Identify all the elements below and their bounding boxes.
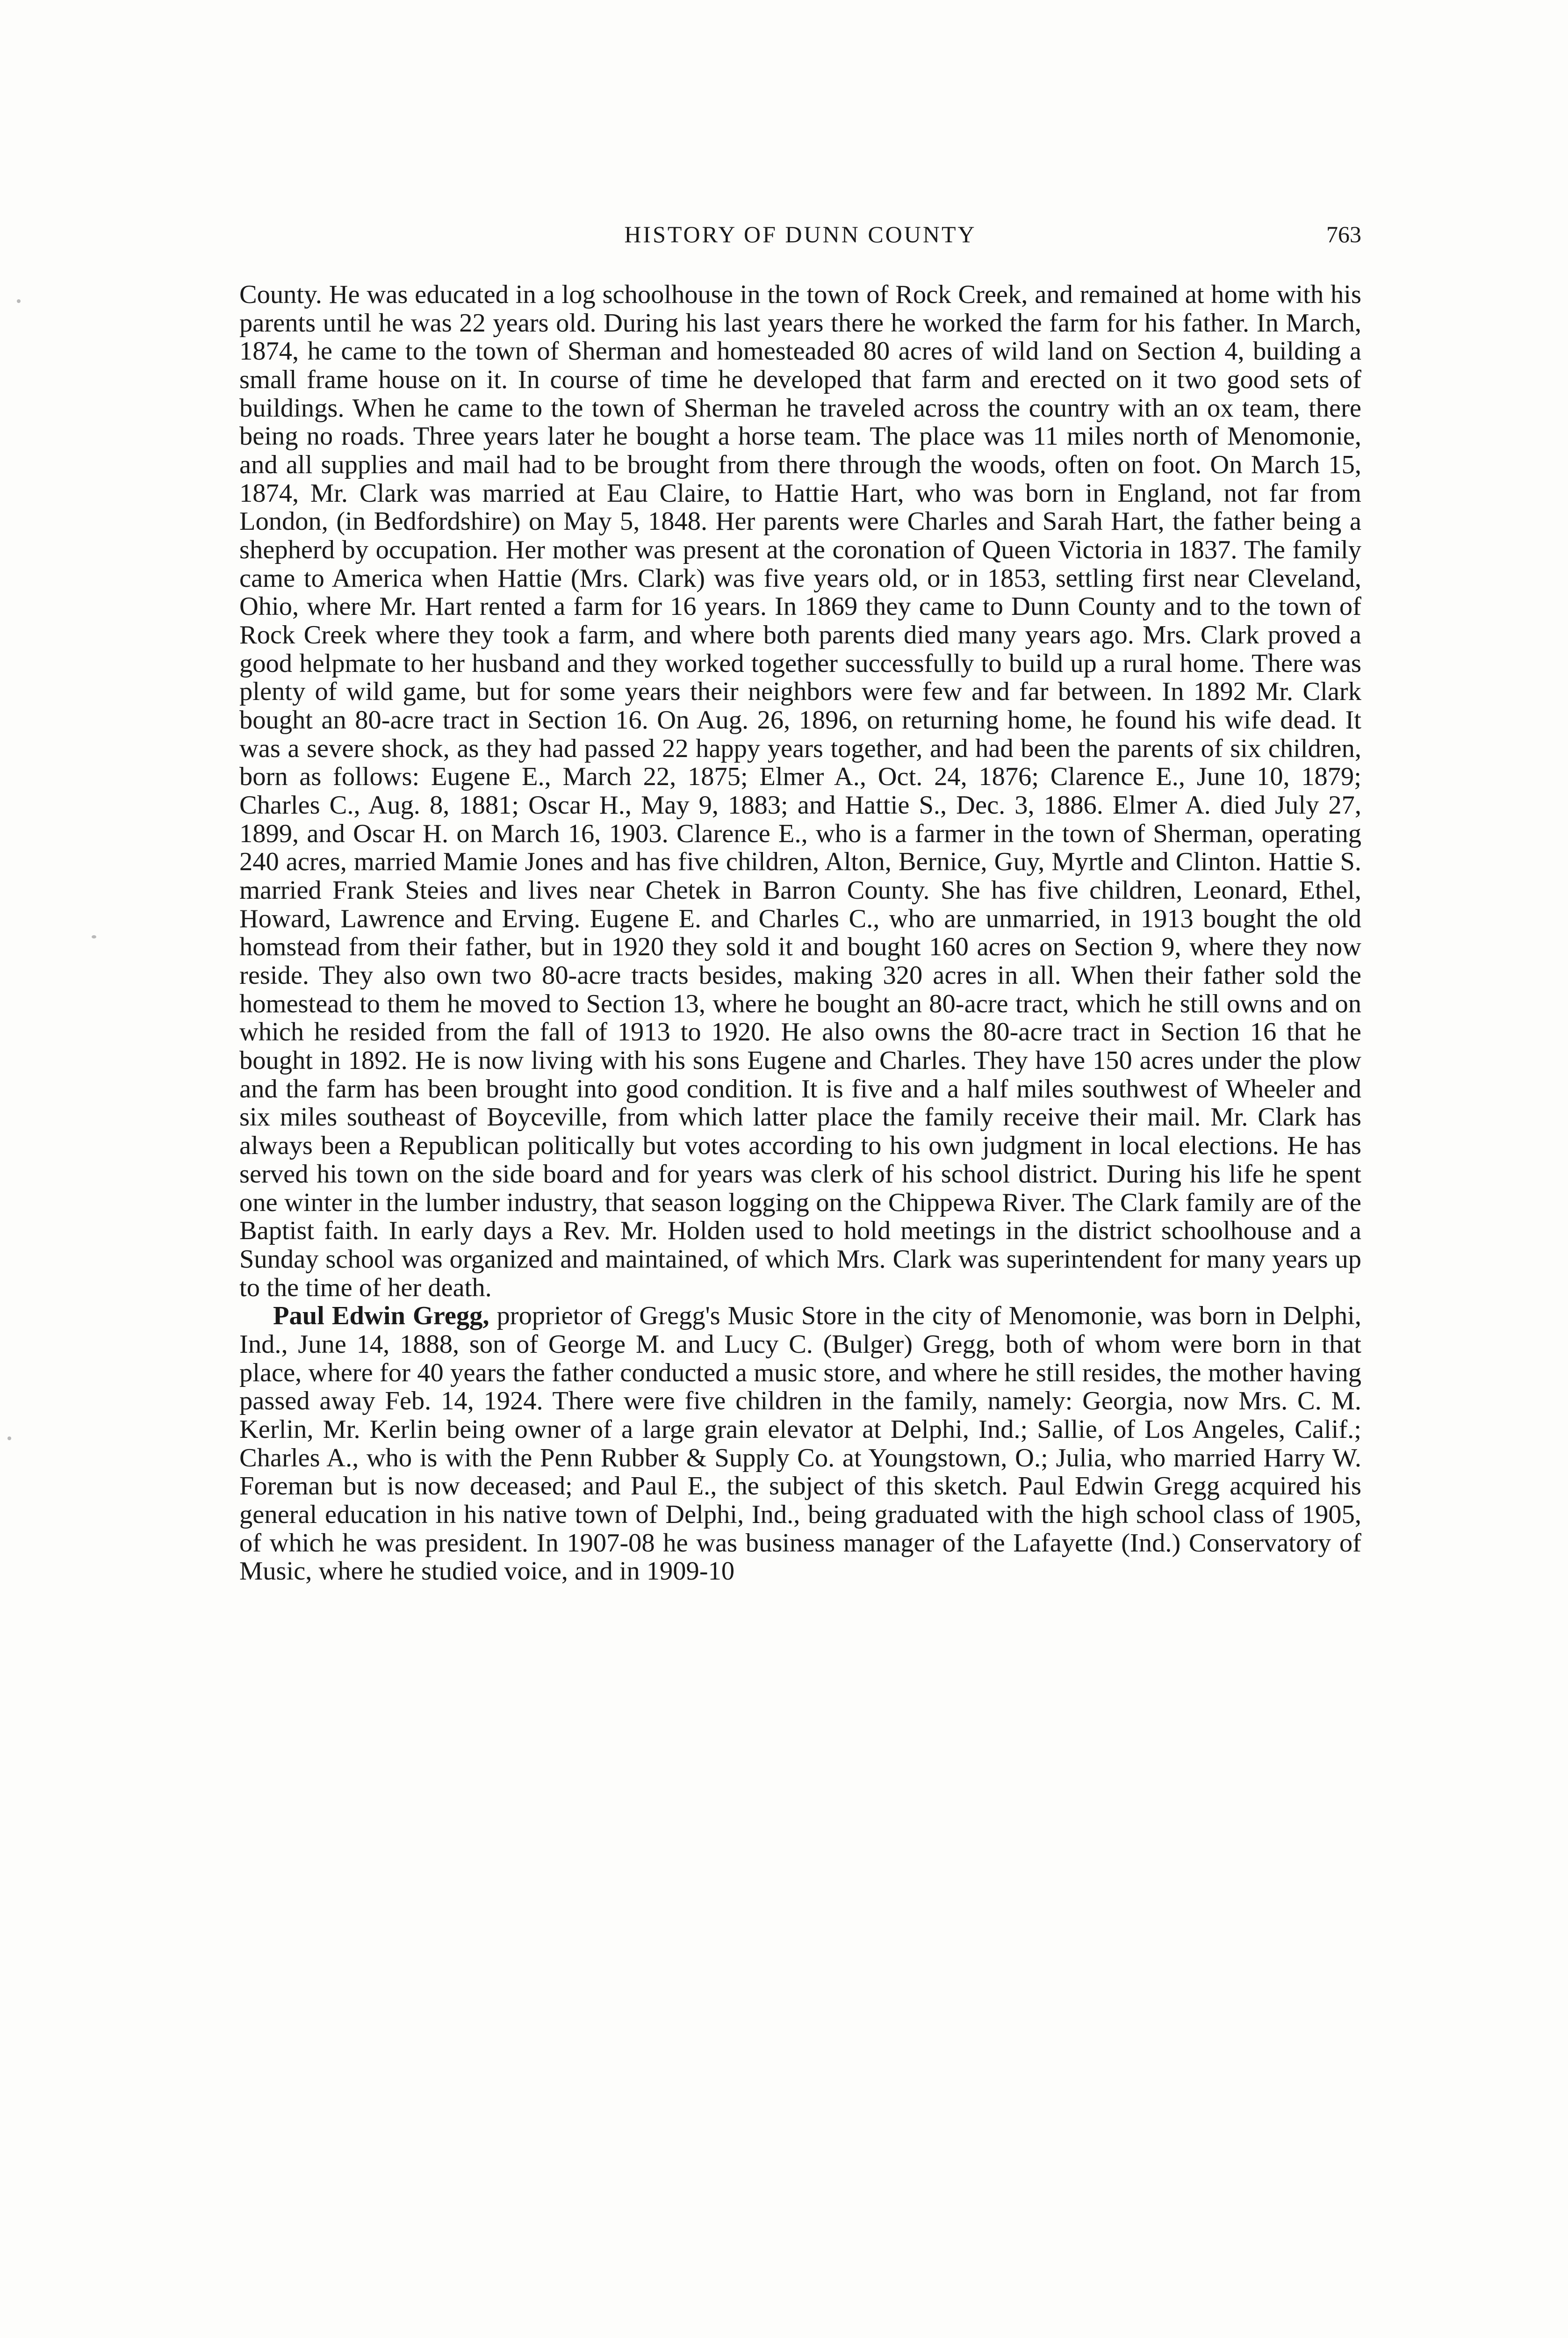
page-title: HISTORY OF DUNN COUNTY bbox=[624, 221, 977, 247]
paragraph-clark: County. He was educated in a log schoolhouse in the town of Rock Creek, and remained at home with his parents until he was 22 years old. During his last years there he worked the farm for his father. In March, 1874, he came to the town of Sherman and homesteaded 80 acres of wild land on Section 4, building a small frame house on it. In course of time he developed that farm and erected on it two good sets of buildings. When he came to the town of Sherman he traveled across the country with an ox team, there being no roads. Three years later he bought a horse team. The place was 11 miles north of Menomonie, and all supplies and mail had to be brought from there through the woods, often on foot. On March 15, 1874, Mr. Clark was married at Eau Claire, to Hattie Hart, who was born in England, not far from London, (in Bedfordshire) on May 5, 1848. Her parents were Charles and Sarah Hart, the father being a shepherd by occupation. Her mother was present at the coronation of Queen Victoria in 1837. The family came to America when Hattie (Mrs. Clark) was five years old, or in 1853, settling first near Cleveland, Ohio, where Mr. Hart rented a farm for 16 years. In 1869 they came to Dunn County and to the town of Rock Creek where they took a farm, and where both parents died many years ago. Mrs. Clark proved a good helpmate to her husband and they worked together successfully to build up a rural home. There was plenty of wild game, but for some years their neighbors were few and far between. In 1892 Mr. Clark bought an 80-acre tract in Section 16. On Aug. 26, 1896, on returning home, he found his wife dead. It was a severe shock, as they had passed 22 happy years together, and had been the parents of six children, born as follows: Eugene E., March 22, 1875; Elmer A., Oct. 24, 1876; Clarence E., June 10, 1879; Charles C., Aug. 8, 1881; Oscar H., May 9, 1883; and Hattie S., Dec. 3, 1886. Elmer A. died July 27, 1899, and Oscar H. on March 16, 1903. Clarence E., who is a farmer in the town of Sherman, operating 240 acres, married Mamie Jones and has five children, Alton, Bernice, Guy, Myrtle and Clinton. Hattie S. married Frank Steies and lives near Chetek in Barron County. She has five children, Leonard, Ethel, Howard, Lawrence and Erving. Eugene E. and Charles C., who are unmarried, in 1913 bought the old homstead from their father, but in 1920 they sold it and bought 160 acres on Section 9, where they now reside. They also own two 80-acre tracts besides, making 320 acres in all. When their father sold the homestead to them he moved to Section 13, where he bought an 80-acre tract, which he still owns and on which he resided from the fall of 1913 to 1920. He also owns the 80-acre tract in Section 16 that he bought in 1892. He is now living with his sons Eugene and Charles. They have 150 acres under the plow and the farm has been brought into good condition. It is five and a half miles southwest of Wheeler and six miles southeast of Boyceville, from which latter place the family receive their mail. Mr. Clark has always been a Republican politically but votes according to his own judgment in local elections. He has served his town on the side board and for years was clerk of his school district. During his life he spent one winter in the lumber industry, that season logging on the Chippewa River. The Clark family are of the Baptist faith. In early days a Rev. Mr. Holden used to hold meetings in the district schoolhouse and a Sunday school was organized and maintained, of which Mrs. Clark was superintendent for many years up to the time of her death. bbox=[239, 280, 1361, 1302]
running-head bbox=[239, 221, 1361, 263]
scan-speck bbox=[7, 1436, 11, 1440]
subject-name: Paul Edwin Gregg, bbox=[273, 1301, 489, 1331]
page-number: 763 bbox=[1326, 221, 1361, 247]
scan-speck bbox=[17, 299, 21, 303]
paragraph-gregg bbox=[239, 1302, 1361, 1586]
paragraph-gregg-text: proprietor of Gregg's Music Store in the city of Menomonie, was born in Delphi, Ind., June 14, 1888, son of George M. and Lucy C. (Bulger) Gregg, both of whom were born in that place, where for 40 years the father conducted a music store, and where he still resides, the mother having passed away Feb. 14, 1924. There were five children in the family, namely: Georgia, now Mrs. C. M. Kerlin, Mr. Kerlin being owner of a large grain elevator at Delphi, Ind.; Sallie, of Los Angeles, Calif.; Charles A., who is with the Penn Rubber & Supply Co. at Youngstown, O.; Julia, who married Harry W. Foreman but is now deceased; and Paul E., the subject of this sketch. Paul Edwin Gregg acquired his general education in his native town of Delphi, Ind., being graduated with the high school class of 1905, of which he was president. In 1907-08 he was business manager of the Lafayette (Ind.) Conservatory of Music, where he studied voice, and in 1909-10 bbox=[239, 1301, 1362, 1586]
body-text bbox=[239, 281, 1361, 1586]
scan-speck bbox=[92, 935, 96, 938]
